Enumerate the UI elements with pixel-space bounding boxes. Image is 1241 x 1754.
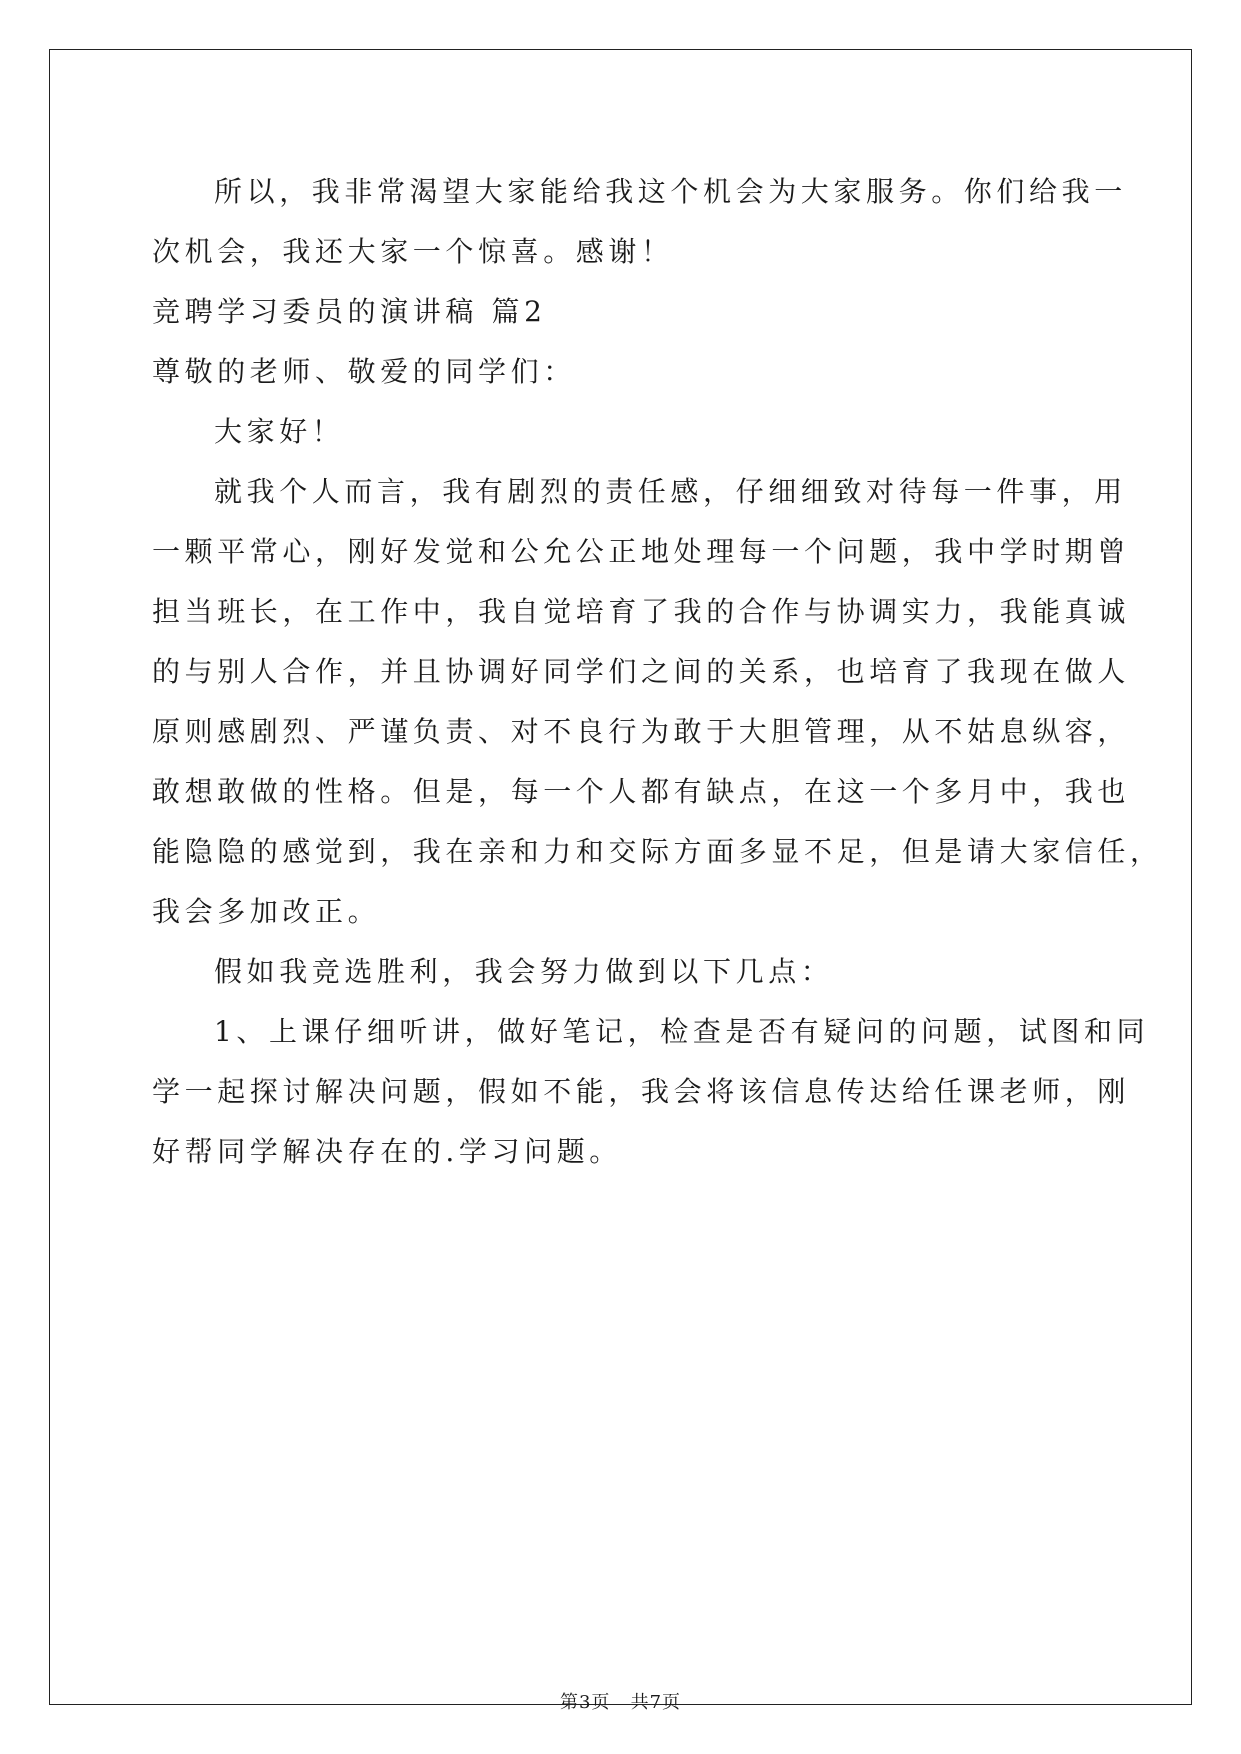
list-item-line: 好帮同学解决存在的.学习问题。 — [152, 1135, 622, 1168]
paragraph-line: 假如我竞选胜利，我会努力做到以下几点： — [214, 955, 834, 988]
list-item-line: 1、上课仔细听讲，做好笔记，检查是否有疑问的问题，试图和同 — [214, 1015, 1150, 1048]
paragraph-line: 敢想敢做的性格。但是，每一个人都有缺点，在这一个多月中，我也 — [152, 775, 1131, 808]
greeting: 大家好！ — [214, 415, 345, 448]
paragraph-line: 能隐隐的感觉到，我在亲和力和交际方面多显不足，但是请大家信任， — [152, 835, 1163, 868]
paragraph-line: 原则感剧烈、严谨负责、对不良行为敢于大胆管理，从不姑息纵容， — [152, 715, 1131, 748]
salutation: 尊敬的老师、敬爱的同学们： — [152, 355, 576, 388]
paragraph-line: 次机会，我还大家一个惊喜。感谢！ — [152, 235, 674, 268]
paragraph-line: 所以，我非常渴望大家能给我这个机会为大家服务。你们给我一 — [214, 175, 1127, 208]
page-number-footer: 第3页 共7页 — [559, 1692, 682, 1713]
paragraph-line: 一颗平常心，刚好发觉和公允公正地处理每一个问题，我中学时期曾 — [152, 535, 1131, 568]
paragraph-line: 担当班长，在工作中，我自觉培育了我的合作与协调实力，我能真诚 — [152, 595, 1131, 628]
list-item-line: 学一起探讨解决问题，假如不能，我会将该信息传达给任课老师，刚 — [152, 1075, 1131, 1108]
paragraph-line: 的与别人合作，并且协调好同学们之间的关系，也培育了我现在做人 — [152, 655, 1131, 688]
section-heading: 竞聘学习委员的演讲稿 篇2 — [152, 295, 547, 328]
paragraph-line: 就我个人而言，我有剧烈的责任感，仔细细致对待每一件事，用 — [214, 475, 1127, 508]
paragraph-line: 我会多加改正。 — [152, 895, 381, 928]
